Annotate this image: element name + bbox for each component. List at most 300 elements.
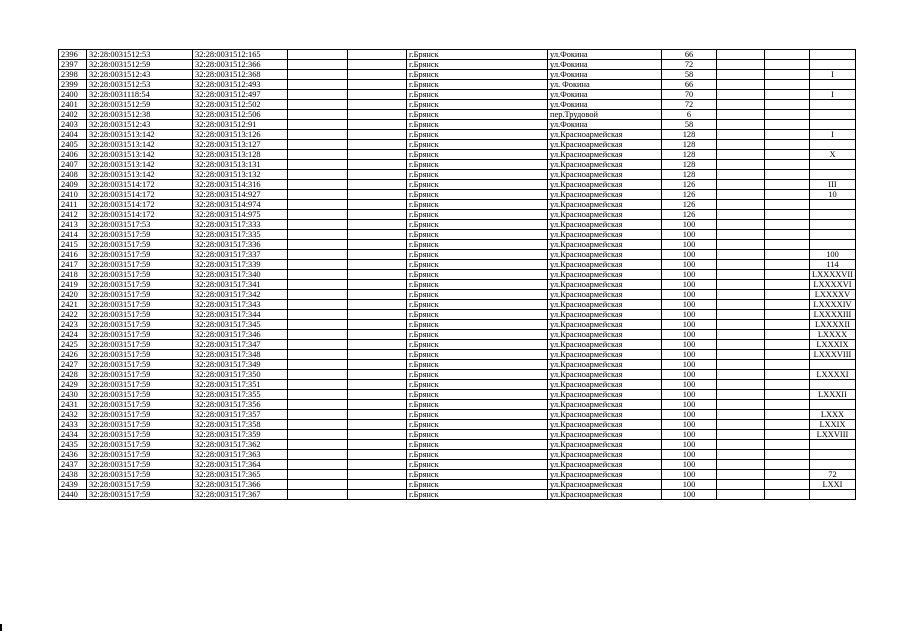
object-cadastral-number: 32:28:0031514:974 xyxy=(193,200,288,210)
blank-cell xyxy=(717,400,765,410)
apartment-number: I xyxy=(810,70,856,80)
city: г.Брянск xyxy=(407,110,548,120)
apartment-number: X xyxy=(810,150,856,160)
blank-cell xyxy=(765,330,810,340)
blank-cell xyxy=(348,460,407,470)
house-number: 100 xyxy=(662,420,717,430)
parcel-cadastral-number: 32:28:0031513:142 xyxy=(87,160,193,170)
blank-cell xyxy=(765,160,810,170)
apartment-number xyxy=(810,220,856,230)
city: г.Брянск xyxy=(407,410,548,420)
city: г.Брянск xyxy=(407,340,548,350)
parcel-cadastral-number: 32:28:0031517:59 xyxy=(87,460,193,470)
table-row xyxy=(59,50,856,60)
object-cadastral-number: 32:28:0031517:339 xyxy=(193,260,288,270)
blank-cell xyxy=(288,60,348,70)
blank-cell xyxy=(288,410,348,420)
table-row xyxy=(59,70,856,80)
object-cadastral-number: 32:28:0031517:363 xyxy=(193,450,288,460)
blank-cell xyxy=(717,430,765,440)
street: ул.Красноармейская xyxy=(548,300,662,310)
blank-cell xyxy=(765,360,810,370)
row-number: 2428 xyxy=(59,370,87,380)
street: ул.Фокина xyxy=(548,120,662,130)
row-number: 2439 xyxy=(59,480,87,490)
blank-cell xyxy=(717,450,765,460)
city: г.Брянск xyxy=(407,220,548,230)
object-cadastral-number: 32:28:0031517:336 xyxy=(193,240,288,250)
blank-cell xyxy=(348,190,407,200)
blank-cell xyxy=(717,480,765,490)
city: г.Брянск xyxy=(407,190,548,200)
apartment-number: LXXVIII xyxy=(810,430,856,440)
house-number: 100 xyxy=(662,270,717,280)
street: ул.Красноармейская xyxy=(548,350,662,360)
apartment-number: LXXXII xyxy=(810,390,856,400)
row-number: 2431 xyxy=(59,400,87,410)
apartment-number: LXXXX xyxy=(810,330,856,340)
blank-cell xyxy=(288,450,348,460)
city: г.Брянск xyxy=(407,180,548,190)
row-number: 2397 xyxy=(59,60,87,70)
blank-cell xyxy=(765,110,810,120)
blank-cell xyxy=(765,200,810,210)
blank-cell xyxy=(717,90,765,100)
blank-cell xyxy=(765,50,810,60)
object-cadastral-number: 32:28:0031513:127 xyxy=(193,140,288,150)
house-number: 6 xyxy=(662,110,717,120)
street: ул.Красноармейская xyxy=(548,450,662,460)
parcel-cadastral-number: 32:28:0031512:59 xyxy=(87,100,193,110)
street: ул.Красноармейская xyxy=(548,320,662,330)
blank-cell xyxy=(288,380,348,390)
city: г.Брянск xyxy=(407,400,548,410)
row-number: 2407 xyxy=(59,160,87,170)
house-number: 100 xyxy=(662,220,717,230)
row-number: 2401 xyxy=(59,100,87,110)
street: ул.Красноармейская xyxy=(548,420,662,430)
house-number: 128 xyxy=(662,170,717,180)
row-number: 2430 xyxy=(59,390,87,400)
blank-cell xyxy=(765,300,810,310)
parcel-cadastral-number: 32:28:0031513:142 xyxy=(87,130,193,140)
parcel-cadastral-number: 32:28:0031517:59 xyxy=(87,470,193,480)
table-row xyxy=(59,160,856,170)
city: г.Брянск xyxy=(407,60,548,70)
blank-cell xyxy=(717,120,765,130)
blank-cell xyxy=(348,150,407,160)
blank-cell xyxy=(765,90,810,100)
blank-cell xyxy=(765,420,810,430)
blank-cell xyxy=(765,320,810,330)
blank-cell xyxy=(288,480,348,490)
row-number: 2433 xyxy=(59,420,87,430)
blank-cell xyxy=(765,400,810,410)
house-number: 100 xyxy=(662,230,717,240)
blank-cell xyxy=(765,80,810,90)
parcel-cadastral-number: 32:28:0031517:59 xyxy=(87,360,193,370)
city: г.Брянск xyxy=(407,210,548,220)
apartment-number: LXXI xyxy=(810,480,856,490)
table-row xyxy=(59,410,856,420)
row-number: 2414 xyxy=(59,230,87,240)
street: ул.Фокина xyxy=(548,100,662,110)
street: ул.Красноармейская xyxy=(548,400,662,410)
table-row xyxy=(59,360,856,370)
apartment-number: 10 xyxy=(810,190,856,200)
street: ул.Красноармейская xyxy=(548,230,662,240)
apartment-number xyxy=(810,160,856,170)
parcel-cadastral-number: 32:28:0031517:59 xyxy=(87,450,193,460)
table-row xyxy=(59,120,856,130)
blank-cell xyxy=(765,70,810,80)
blank-cell xyxy=(717,490,765,500)
apartment-number xyxy=(810,490,856,500)
house-number: 100 xyxy=(662,290,717,300)
blank-cell xyxy=(288,440,348,450)
row-number: 2427 xyxy=(59,360,87,370)
object-cadastral-number: 32:28:0031514:316 xyxy=(193,180,288,190)
table-row xyxy=(59,490,856,500)
blank-cell xyxy=(348,400,407,410)
blank-cell xyxy=(288,220,348,230)
city: г.Брянск xyxy=(407,310,548,320)
table-row xyxy=(59,180,856,190)
parcel-cadastral-number: 32:28:0031517:59 xyxy=(87,230,193,240)
table-row xyxy=(59,440,856,450)
row-number: 2412 xyxy=(59,210,87,220)
object-cadastral-number: 32:28:0031512:91 xyxy=(193,120,288,130)
street: ул.Красноармейская xyxy=(548,220,662,230)
table-row xyxy=(59,240,856,250)
parcel-cadastral-number: 32:28:0031517:59 xyxy=(87,400,193,410)
house-number: 100 xyxy=(662,490,717,500)
apartment-number xyxy=(810,360,856,370)
row-number: 2410 xyxy=(59,190,87,200)
parcel-cadastral-number: 32:28:0031517:59 xyxy=(87,390,193,400)
blank-cell xyxy=(348,130,407,140)
blank-cell xyxy=(765,410,810,420)
parcel-cadastral-number: 32:28:0031517:59 xyxy=(87,280,193,290)
blank-cell xyxy=(348,390,407,400)
blank-cell xyxy=(717,380,765,390)
object-cadastral-number: 32:28:0031513:126 xyxy=(193,130,288,140)
city: г.Брянск xyxy=(407,490,548,500)
city: г.Брянск xyxy=(407,450,548,460)
table-row xyxy=(59,60,856,70)
blank-cell xyxy=(348,440,407,450)
blank-cell xyxy=(765,260,810,270)
city: г.Брянск xyxy=(407,140,548,150)
house-number: 126 xyxy=(662,210,717,220)
table-row xyxy=(59,390,856,400)
house-number: 100 xyxy=(662,260,717,270)
city: г.Брянск xyxy=(407,100,548,110)
table-row xyxy=(59,220,856,230)
house-number: 70 xyxy=(662,90,717,100)
parcel-cadastral-number: 32:28:0031513:142 xyxy=(87,170,193,180)
blank-cell xyxy=(717,200,765,210)
blank-cell xyxy=(717,350,765,360)
apartment-number: 114 xyxy=(810,260,856,270)
table-row xyxy=(59,280,856,290)
street: ул.Красноармейская xyxy=(548,190,662,200)
house-number: 128 xyxy=(662,140,717,150)
city: г.Брянск xyxy=(407,230,548,240)
blank-cell xyxy=(348,80,407,90)
object-cadastral-number: 32:28:0031517:365 xyxy=(193,470,288,480)
blank-cell xyxy=(348,300,407,310)
object-cadastral-number: 32:28:0031517:345 xyxy=(193,320,288,330)
street: ул.Красноармейская xyxy=(548,340,662,350)
city: г.Брянск xyxy=(407,300,548,310)
object-cadastral-number: 32:28:0031517:362 xyxy=(193,440,288,450)
street: ул.Красноармейская xyxy=(548,360,662,370)
blank-cell xyxy=(288,80,348,90)
house-number: 66 xyxy=(662,50,717,60)
blank-cell xyxy=(348,280,407,290)
house-number: 100 xyxy=(662,400,717,410)
house-number: 58 xyxy=(662,70,717,80)
object-cadastral-number: 32:28:0031517:359 xyxy=(193,430,288,440)
table-row xyxy=(59,80,856,90)
blank-cell xyxy=(288,390,348,400)
parcel-cadastral-number: 32:28:0031512:43 xyxy=(87,70,193,80)
house-number: 72 xyxy=(662,100,717,110)
blank-cell xyxy=(348,330,407,340)
blank-cell xyxy=(765,490,810,500)
blank-cell xyxy=(348,410,407,420)
apartment-number xyxy=(810,170,856,180)
city: г.Брянск xyxy=(407,280,548,290)
blank-cell xyxy=(288,260,348,270)
parcel-cadastral-number: 32:28:0031517:59 xyxy=(87,370,193,380)
blank-cell xyxy=(348,140,407,150)
blank-cell xyxy=(288,490,348,500)
table-row xyxy=(59,110,856,120)
object-cadastral-number: 32:28:0031512:368 xyxy=(193,70,288,80)
blank-cell xyxy=(765,230,810,240)
blank-cell xyxy=(717,460,765,470)
street: ул.Фокина xyxy=(548,90,662,100)
blank-cell xyxy=(765,280,810,290)
blank-cell xyxy=(348,60,407,70)
row-number: 2416 xyxy=(59,250,87,260)
row-number: 2402 xyxy=(59,110,87,120)
blank-cell xyxy=(288,190,348,200)
street: пер.Трудовой xyxy=(548,110,662,120)
blank-cell xyxy=(717,310,765,320)
street: ул.Красноармейская xyxy=(548,330,662,340)
apartment-number xyxy=(810,240,856,250)
parcel-cadastral-number: 32:28:0031517:59 xyxy=(87,490,193,500)
row-number: 2408 xyxy=(59,170,87,180)
blank-cell xyxy=(348,380,407,390)
object-cadastral-number: 32:28:0031517:348 xyxy=(193,350,288,360)
row-number: 2435 xyxy=(59,440,87,450)
parcel-cadastral-number: 32:28:0031512:53 xyxy=(87,50,193,60)
blank-cell xyxy=(288,140,348,150)
blank-cell xyxy=(717,160,765,170)
house-number: 128 xyxy=(662,130,717,140)
apartment-number xyxy=(810,460,856,470)
blank-cell xyxy=(288,330,348,340)
house-number: 128 xyxy=(662,150,717,160)
house-number: 126 xyxy=(662,190,717,200)
object-cadastral-number: 32:28:0031517:366 xyxy=(193,480,288,490)
object-cadastral-number: 32:28:0031517:340 xyxy=(193,270,288,280)
object-cadastral-number: 32:28:0031517:344 xyxy=(193,310,288,320)
blank-cell xyxy=(348,270,407,280)
city: г.Брянск xyxy=(407,470,548,480)
row-number: 2398 xyxy=(59,70,87,80)
blank-cell xyxy=(348,470,407,480)
street: ул.Красноармейская xyxy=(548,280,662,290)
house-number: 100 xyxy=(662,320,717,330)
row-number: 2417 xyxy=(59,260,87,270)
street: ул.Красноармейская xyxy=(548,270,662,280)
apartment-number: LXXXVIII xyxy=(810,350,856,360)
blank-cell xyxy=(717,290,765,300)
street: ул. Фокина xyxy=(548,80,662,90)
blank-cell xyxy=(765,290,810,300)
row-number: 2424 xyxy=(59,330,87,340)
table-row xyxy=(59,260,856,270)
city: г.Брянск xyxy=(407,350,548,360)
table-row xyxy=(59,370,856,380)
parcel-cadastral-number: 32:28:0031517:59 xyxy=(87,250,193,260)
blank-cell xyxy=(717,150,765,160)
object-cadastral-number: 32:28:0031513:132 xyxy=(193,170,288,180)
street: ул.Красноармейская xyxy=(548,250,662,260)
blank-cell xyxy=(765,100,810,110)
row-number: 2420 xyxy=(59,290,87,300)
page-edge-mark xyxy=(0,624,2,631)
object-cadastral-number: 32:28:0031517:367 xyxy=(193,490,288,500)
object-cadastral-number: 32:28:0031517:357 xyxy=(193,410,288,420)
apartment-number: LXXXXIV xyxy=(810,300,856,310)
blank-cell xyxy=(288,150,348,160)
parcel-cadastral-number: 32:28:0031517:59 xyxy=(87,420,193,430)
table-row xyxy=(59,430,856,440)
apartment-number xyxy=(810,380,856,390)
blank-cell xyxy=(717,470,765,480)
parcel-cadastral-number: 32:28:0031517:59 xyxy=(87,480,193,490)
blank-cell xyxy=(717,440,765,450)
object-cadastral-number: 32:28:0031512:502 xyxy=(193,100,288,110)
street: ул.Красноармейская xyxy=(548,170,662,180)
apartment-number xyxy=(810,210,856,220)
object-cadastral-number: 32:28:0031513:128 xyxy=(193,150,288,160)
street: ул.Красноармейская xyxy=(548,460,662,470)
blank-cell xyxy=(765,250,810,260)
blank-cell xyxy=(288,110,348,120)
city: г.Брянск xyxy=(407,290,548,300)
blank-cell xyxy=(717,80,765,90)
blank-cell xyxy=(288,400,348,410)
blank-cell xyxy=(348,290,407,300)
city: г.Брянск xyxy=(407,440,548,450)
parcel-cadastral-number: 32:28:0031514:172 xyxy=(87,190,193,200)
blank-cell xyxy=(288,160,348,170)
table-row xyxy=(59,230,856,240)
street: ул.Красноармейская xyxy=(548,380,662,390)
blank-cell xyxy=(348,70,407,80)
blank-cell xyxy=(717,390,765,400)
parcel-cadastral-number: 32:28:0031517:59 xyxy=(87,380,193,390)
table-row xyxy=(59,140,856,150)
street: ул.Красноармейская xyxy=(548,150,662,160)
blank-cell xyxy=(717,410,765,420)
blank-cell xyxy=(288,210,348,220)
blank-cell xyxy=(348,210,407,220)
table-row xyxy=(59,270,856,280)
blank-cell xyxy=(765,470,810,480)
blank-cell xyxy=(717,210,765,220)
city: г.Брянск xyxy=(407,200,548,210)
table-row xyxy=(59,330,856,340)
blank-cell xyxy=(348,420,407,430)
parcel-cadastral-number: 32:28:0031517:59 xyxy=(87,300,193,310)
apartment-number: III xyxy=(810,180,856,190)
blank-cell xyxy=(717,180,765,190)
object-cadastral-number: 32:28:0031513:131 xyxy=(193,160,288,170)
apartment-number xyxy=(810,80,856,90)
city: г.Брянск xyxy=(407,260,548,270)
row-number: 2429 xyxy=(59,380,87,390)
blank-cell xyxy=(765,60,810,70)
blank-cell xyxy=(348,90,407,100)
blank-cell xyxy=(348,170,407,180)
apartment-number: I xyxy=(810,130,856,140)
parcel-cadastral-number: 32:28:0031517:59 xyxy=(87,260,193,270)
house-number: 100 xyxy=(662,430,717,440)
row-number: 2426 xyxy=(59,350,87,360)
row-number: 2425 xyxy=(59,340,87,350)
city: г.Брянск xyxy=(407,420,548,430)
apartment-number: LXXXXVI xyxy=(810,280,856,290)
city: г.Брянск xyxy=(407,90,548,100)
parcel-cadastral-number: 32:28:0031517:59 xyxy=(87,330,193,340)
row-number: 2409 xyxy=(59,180,87,190)
house-number: 66 xyxy=(662,80,717,90)
street: ул.Красноармейская xyxy=(548,180,662,190)
house-number: 126 xyxy=(662,180,717,190)
street: ул.Красноармейская xyxy=(548,160,662,170)
apartment-number xyxy=(810,440,856,450)
blank-cell xyxy=(717,130,765,140)
row-number: 2438 xyxy=(59,470,87,480)
blank-cell xyxy=(288,370,348,380)
parcel-cadastral-number: 32:28:0031517:59 xyxy=(87,350,193,360)
table-row xyxy=(59,100,856,110)
blank-cell xyxy=(765,130,810,140)
blank-cell xyxy=(348,200,407,210)
apartment-number xyxy=(810,60,856,70)
blank-cell xyxy=(288,350,348,360)
object-cadastral-number: 32:28:0031512:165 xyxy=(193,50,288,60)
blank-cell xyxy=(765,150,810,160)
street: ул.Красноармейская xyxy=(548,430,662,440)
parcel-cadastral-number: 32:28:0031512:38 xyxy=(87,110,193,120)
city: г.Брянск xyxy=(407,160,548,170)
blank-cell xyxy=(288,120,348,130)
blank-cell xyxy=(288,70,348,80)
table-row xyxy=(59,320,856,330)
parcel-cadastral-number: 32:28:0031517:59 xyxy=(87,310,193,320)
house-number: 100 xyxy=(662,480,717,490)
object-cadastral-number: 32:28:0031517:351 xyxy=(193,380,288,390)
